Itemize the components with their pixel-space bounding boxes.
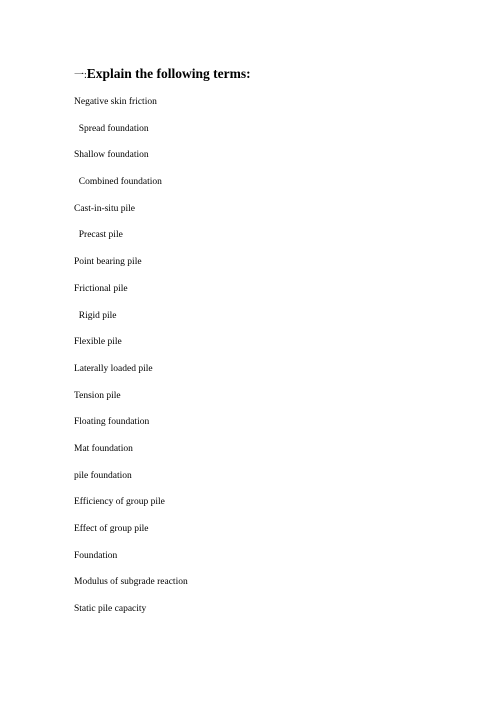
term-item: Efficiency of group pile (74, 497, 165, 508)
term-item: Point bearing pile (74, 257, 142, 268)
term-item: pile foundation (74, 470, 132, 481)
term-item: Modulus of subgrade reaction (74, 577, 188, 588)
term-item: Frictional pile (74, 283, 128, 294)
term-item: Negative skin friction (74, 97, 157, 107)
term-item: Floating foundation (74, 417, 150, 428)
section-number: 一: (74, 70, 87, 81)
term-item: Static pile capacity (74, 604, 147, 615)
term-item: Flexible pile (74, 337, 122, 348)
term-list (74, 96, 188, 630)
term-item: Cast-in-situ pile (74, 203, 135, 214)
section-title: Explain the following terms: (86, 66, 251, 81)
term-item: Effect of group pile (74, 524, 149, 534)
section-heading (74, 65, 251, 85)
term-item: Shallow foundation (74, 150, 149, 161)
term-item: Foundation (74, 550, 118, 561)
term-item: Laterally loaded pile (74, 363, 153, 374)
term-item: Tension pile (74, 390, 121, 401)
term-item: Rigid pile (74, 310, 117, 321)
term-item: Precast pile (74, 230, 123, 241)
term-item: Spread foundation (74, 123, 149, 134)
term-item: Mat foundation (74, 443, 133, 454)
term-item: Combined foundation (74, 177, 162, 188)
